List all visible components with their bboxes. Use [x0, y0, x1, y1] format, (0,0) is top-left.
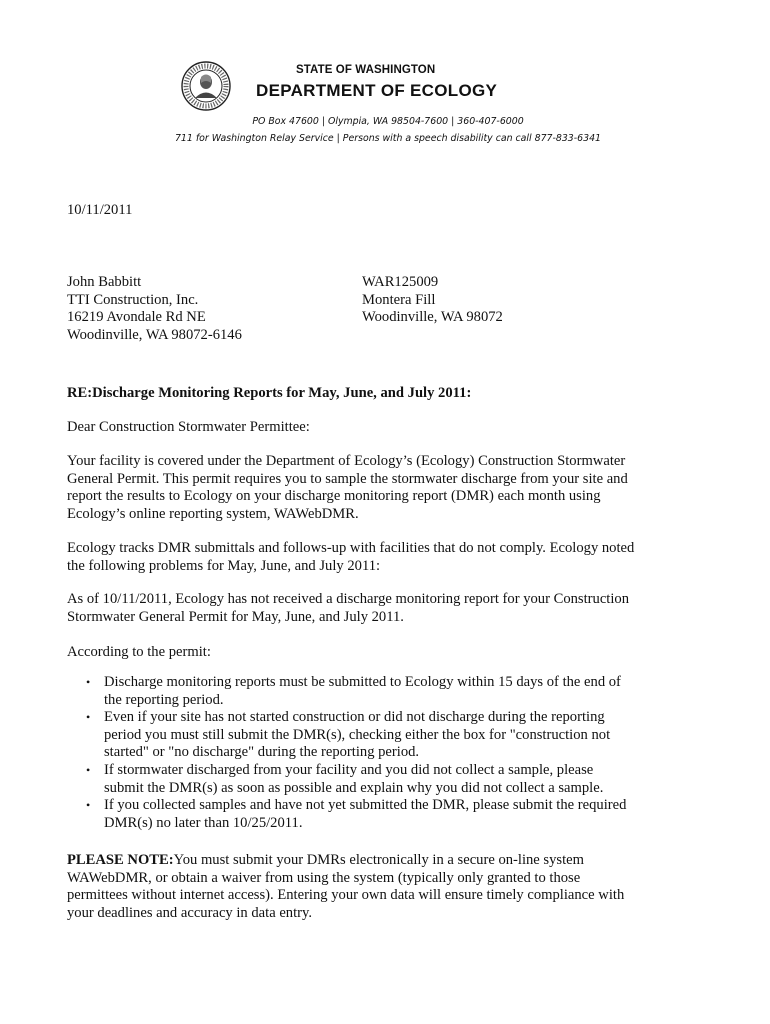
salutation: Dear Construction Stormwater Permittee:	[67, 419, 310, 435]
state-name: STATE OF WASHINGTON	[296, 64, 436, 76]
paragraph-line: report the results to Ecology on your discharge monitoring report (DMR) each month using	[67, 488, 601, 505]
paragraph-line: According to the permit:	[67, 644, 211, 660]
note-lead: PLEASE NOTE:	[67, 852, 174, 868]
washington-state-seal-icon	[181, 61, 231, 111]
facility-block	[362, 274, 503, 327]
subject-line: RE:Discharge Monitoring Reports for May, June, and July 2011:	[67, 385, 472, 401]
note-line: permittees without internet access). Entering your own data will ensure timely compliance with	[67, 887, 625, 904]
facility-line: Montera Fill	[362, 291, 436, 308]
addressee-line: Woodinville, WA 98072-6146	[67, 326, 242, 343]
paragraph-line: General Permit. This permit requires you to sample the stormwater discharge from your site and	[67, 470, 628, 487]
department-address: PO Box 47600 | Olympia, WA 98504-7600 | 360-407-6000	[252, 116, 524, 127]
list-item	[67, 762, 626, 797]
list-item	[67, 797, 626, 832]
paragraph-line: As of 10/11/2011, Ecology has not received a discharge monitoring report for your Construction	[67, 591, 630, 607]
paragraph-line: Ecology’s online reporting system, WAWebDMR.	[67, 505, 359, 522]
list-item	[67, 674, 626, 709]
addressee-line: John Babbitt	[67, 274, 142, 290]
paragraph-line: Stormwater General Permit for May, June, and July 2011.	[67, 608, 404, 625]
list-item-line: DMR(s) no later than 10/25/2011.	[104, 814, 303, 831]
list-item-line: period you must still submit the DMR(s), checking either the box for "construction not	[104, 726, 611, 743]
paragraph-coverage	[67, 453, 667, 523]
please-note-paragraph	[67, 852, 624, 922]
bullet-icon: •	[86, 710, 91, 725]
paragraph-status	[67, 591, 667, 626]
list-item-line: the reporting period.	[104, 691, 224, 708]
paragraph-tracking	[67, 540, 667, 575]
note-line: your deadlines and accuracy in data entry.	[67, 904, 313, 921]
paragraph-line: the following problems for May, June, and July 2011:	[67, 557, 381, 574]
note-first-line	[67, 852, 624, 870]
list-item-line: submit the DMR(s) as soon as possible and explain why you did not collect a sample.	[104, 779, 604, 796]
relay-service-line: 711 for Washington Relay Service | Persons with a speech disability can call 877-833-6341	[174, 133, 602, 144]
list-item-line: If you collected samples and have not yet submitted the DMR, please submit the required	[104, 797, 627, 814]
list-item-line: Discharge monitoring reports must be submitted to Ecology within 15 days of the end of	[104, 674, 621, 690]
paragraph-line: Your facility is covered under the Department of Ecology’s (Ecology) Construction Stormwater	[67, 453, 626, 469]
note-line: WAWebDMR, or obtain a waiver from using the system (typically only granted to those	[67, 869, 581, 886]
permit-requirements-list	[67, 674, 626, 832]
note-first-line-text: You must submit your DMRs electronically in a secure on-line system	[173, 852, 584, 868]
facility-line: WAR125009	[362, 274, 439, 290]
addressee-line: 16219 Avondale Rd NE	[67, 309, 206, 326]
facility-line: Woodinville, WA 98072	[362, 309, 503, 326]
letter-date: 10/11/2011	[67, 202, 133, 218]
list-item-line: started" or "no discharge" during the reporting period.	[104, 744, 420, 761]
bullet-icon: •	[86, 675, 91, 689]
department-name: DEPARTMENT OF ECOLOGY	[256, 81, 498, 100]
list-item-line: If stormwater discharged from your facility and you did not collect a sample, please	[104, 761, 594, 778]
list-item-line: Even if your site has not started construction or did not discharge during the reporting	[104, 709, 605, 726]
bullet-icon: •	[86, 798, 91, 813]
addressee-block	[67, 274, 242, 344]
list-item	[67, 709, 626, 762]
paragraph-line: Ecology tracks DMR submittals and follows-up with facilities that do not comply. Ecology noted	[67, 540, 635, 556]
bullet-icon: •	[86, 762, 91, 777]
paragraph-permit-intro	[67, 644, 667, 662]
addressee-line: TTI Construction, Inc.	[67, 291, 199, 308]
